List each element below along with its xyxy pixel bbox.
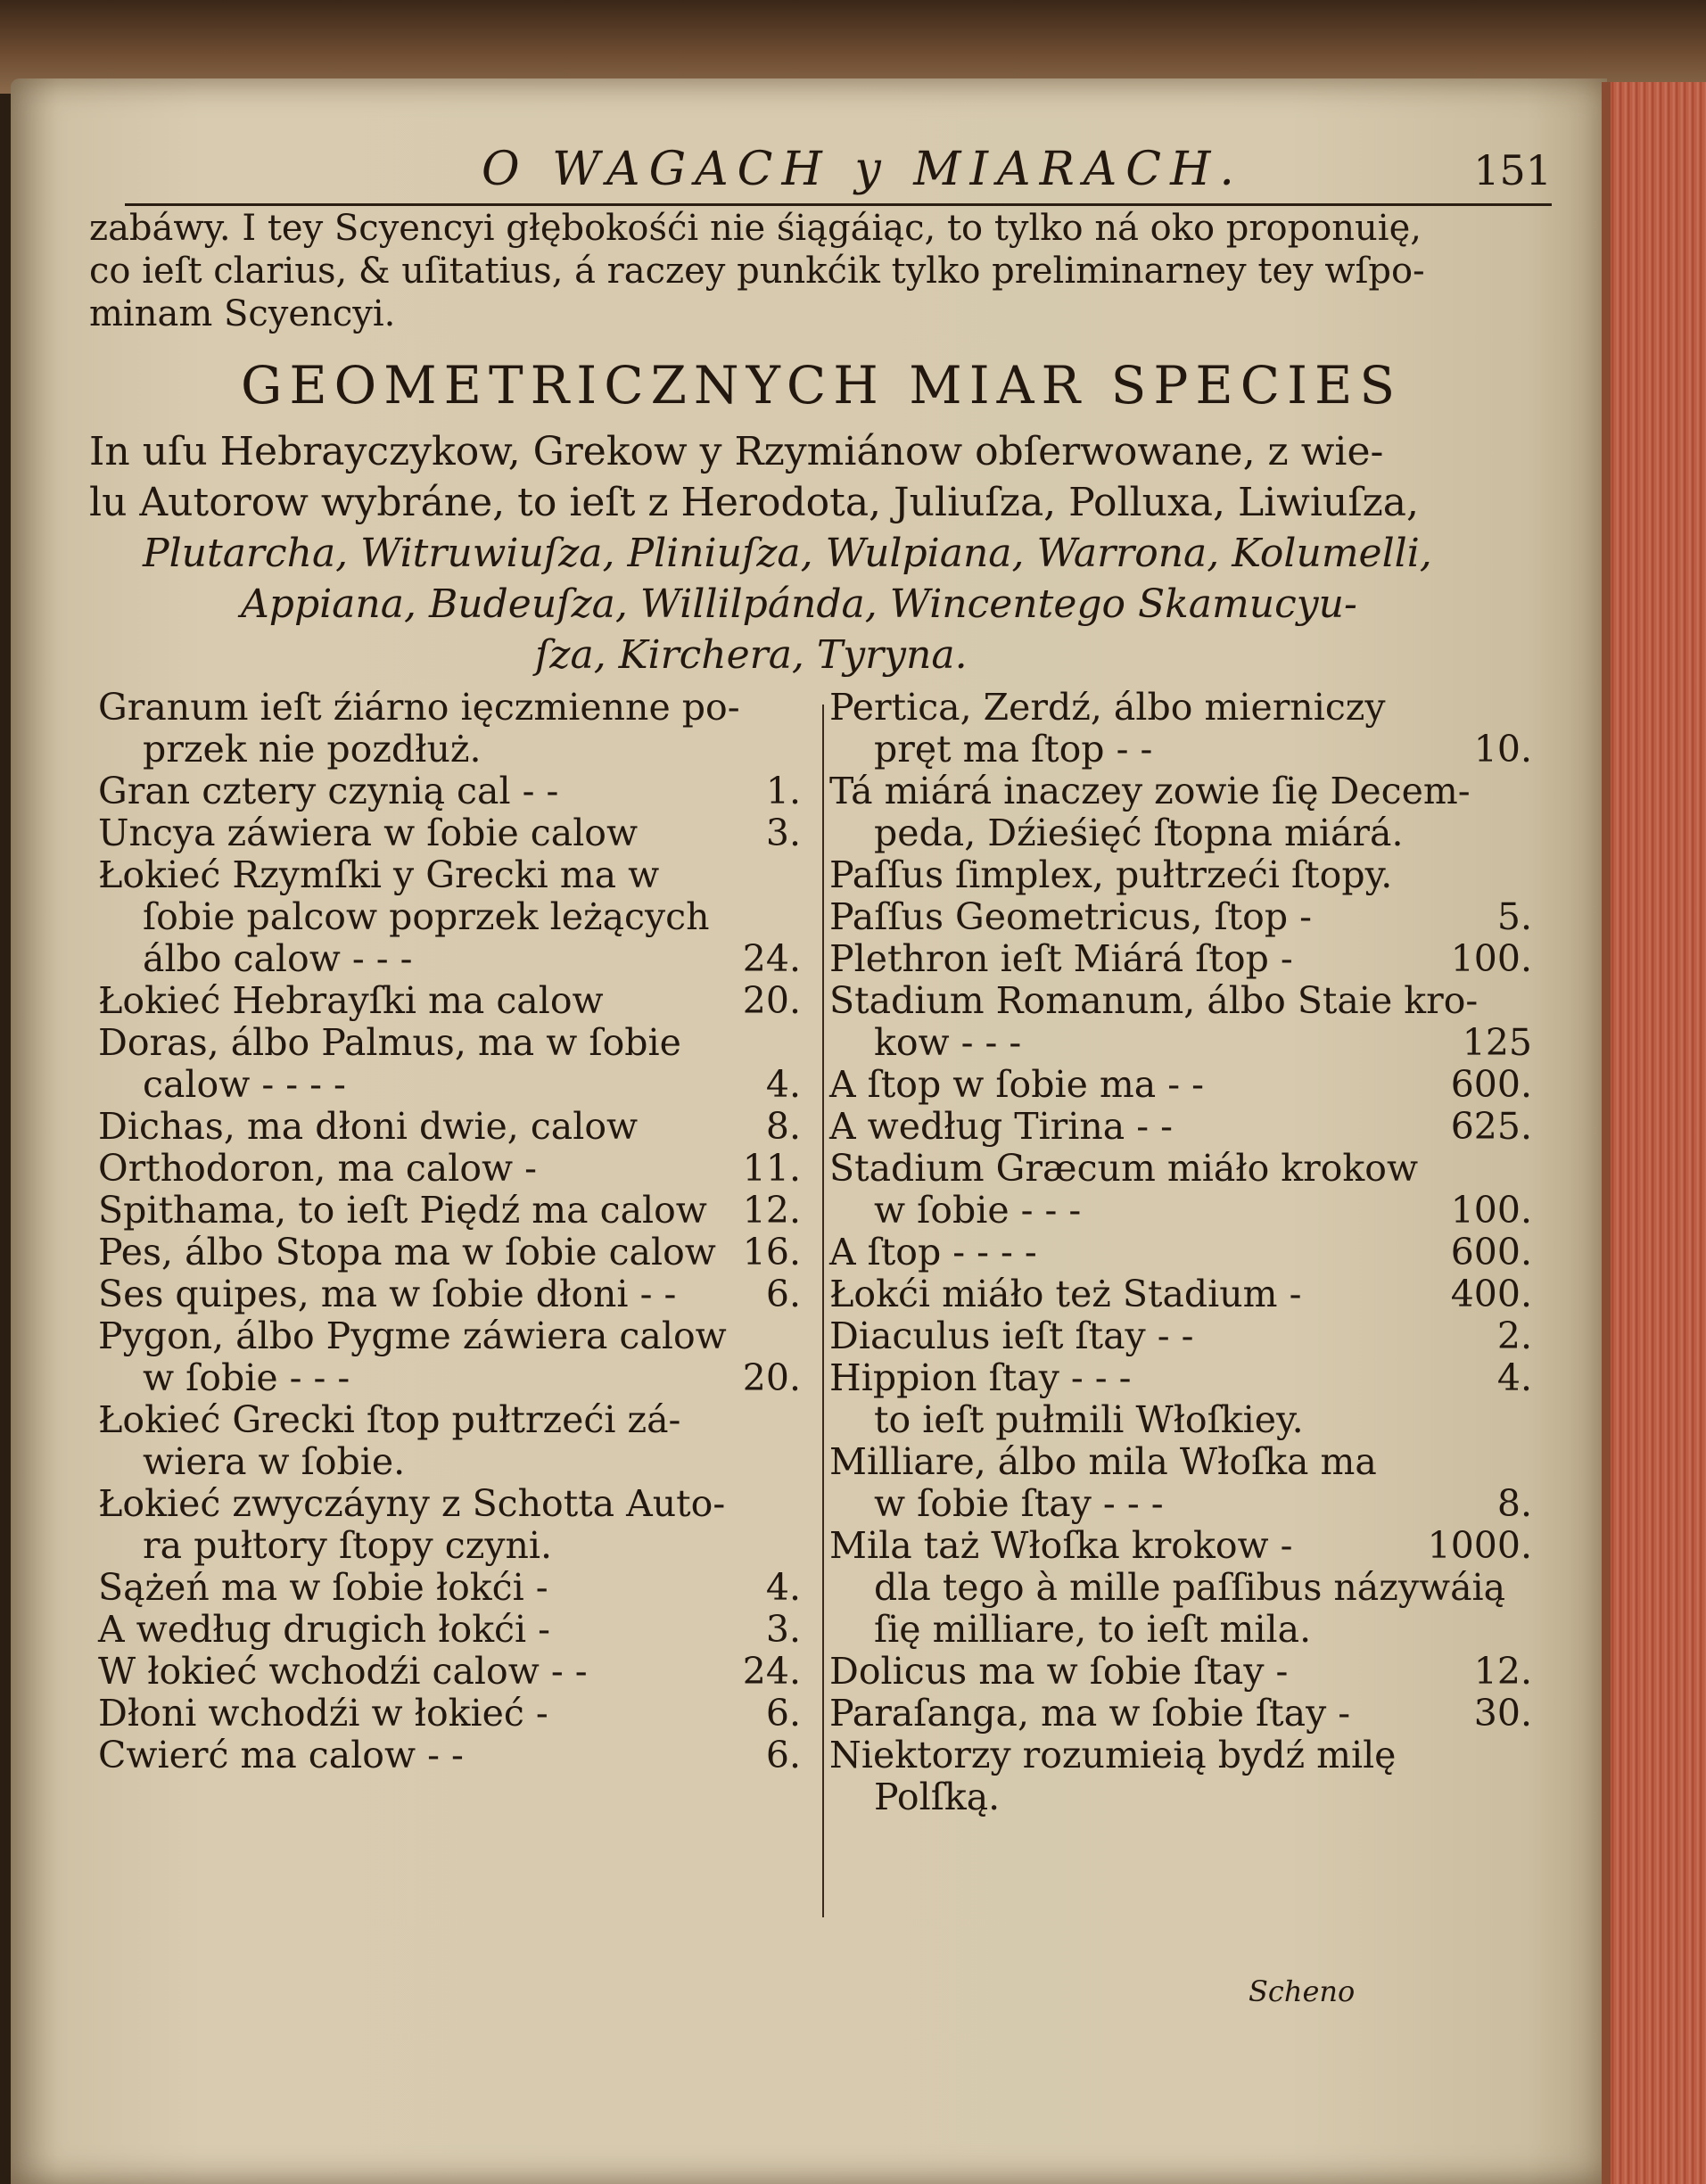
measure-entry: [829, 1315, 1543, 1357]
measure-entry: [98, 938, 812, 980]
entry-text: Tá miárá inaczey zowie ſię Decem-: [829, 770, 1471, 812]
entry-text: Dichas, ma dłoni dwie, calow: [98, 1105, 639, 1148]
entry-value: 30.: [1473, 1692, 1532, 1735]
entry-text: Uncya záwiera w ſobie calow: [98, 812, 639, 854]
measure-entry: [98, 1525, 812, 1567]
entry-text: wiera w ſobie.: [143, 1440, 406, 1483]
running-head-title: O WAGACH y MIARACH.: [482, 143, 1243, 196]
measure-entry: [829, 1106, 1543, 1148]
measure-entry: [829, 1357, 1543, 1399]
entry-text: Łokieć Rzymſki y Grecki ma w: [98, 853, 660, 896]
entry-value: 11.: [742, 1147, 801, 1190]
catchword: Scheno: [1249, 1974, 1356, 2008]
entry-value: 4.: [765, 1063, 801, 1106]
entry-text: ſię milliare, to ieſt mila.: [874, 1608, 1312, 1651]
entry-text: w ſobie ſtay - - -: [874, 1482, 1164, 1525]
entry-text: Pes, álbo Stopa ma w ſobie calow: [98, 1231, 716, 1273]
entry-text: Hippion ſtay - - -: [829, 1356, 1132, 1399]
entry-value: 8.: [1496, 1482, 1532, 1525]
measure-entry: [829, 1735, 1543, 1776]
measure-entry: [829, 1525, 1543, 1567]
entry-text: W łokieć wchodźi calow - -: [98, 1650, 588, 1693]
entry-text: Niektorzy rozumieią bydź milę: [829, 1734, 1397, 1776]
section-subtitle: [89, 426, 1552, 680]
header-rule: [125, 203, 1552, 206]
entry-text: Łokieć Grecki ſtop pułtrzeći zá-: [98, 1398, 681, 1441]
measure-entry: [98, 1106, 812, 1148]
entry-text: w ſobie - - -: [874, 1189, 1082, 1232]
subtitle-line: lu Autorow wybráne, to ieſt z Herodota, Juliuſza, Polluxa, Liwiuſza,: [89, 480, 1420, 525]
entry-text: ſobie palcow poprzek leżących: [143, 895, 710, 938]
measure-entry: [98, 1567, 812, 1609]
measure-entry: [829, 1399, 1543, 1441]
entry-value: 4.: [1496, 1356, 1532, 1399]
entry-text: Doras, álbo Palmus, ma w ſobie: [98, 1021, 681, 1064]
entry-value: 4.: [765, 1566, 801, 1609]
entry-text: Paſſus ſimplex, pułtrzeći ſtopy.: [829, 853, 1393, 896]
entry-text: Stadium Græcum miáło krokow: [829, 1147, 1419, 1190]
measure-entry: [829, 1609, 1543, 1651]
entry-text: przek nie pozdłuż.: [143, 728, 482, 771]
measure-entry: [98, 1190, 812, 1232]
entry-value: 6.: [765, 1692, 801, 1735]
section-title: GEOMETRICZNYCH MIAR SPECIES: [241, 355, 1403, 416]
entry-text: Ses quipes, ma w ſobie dłoni - -: [98, 1273, 677, 1315]
entry-text: A ſtop w ſobie ma - -: [829, 1063, 1204, 1106]
entry-value: 100.: [1450, 1189, 1532, 1232]
entry-text: Łokći miáło też Stadium -: [829, 1273, 1302, 1315]
entry-text: Gran cztery czynią cal - -: [98, 770, 559, 812]
entry-value: 1000.: [1427, 1524, 1532, 1567]
entry-text: Orthodoron, ma calow -: [98, 1147, 537, 1190]
entry-text: peda, Dźieśięć ſtopna miárá.: [874, 812, 1404, 854]
entry-value: 5.: [1496, 895, 1532, 938]
measure-entry: [98, 854, 812, 896]
entry-value: 12.: [742, 1189, 801, 1232]
entry-text: A ſtop - - - -: [829, 1231, 1037, 1273]
measure-entry: [829, 1148, 1543, 1190]
entry-text: ra pułtory ſtopy czyni.: [143, 1524, 553, 1567]
measure-entry: [98, 1693, 812, 1735]
measure-entry: [829, 729, 1543, 771]
entry-text: dla tego à mille paſſibus názywáią: [874, 1566, 1506, 1609]
entry-text: calow - - - -: [143, 1063, 346, 1106]
measure-entry: [829, 1232, 1543, 1273]
entry-text: Pygon, álbo Pygme záwiera calow: [98, 1315, 727, 1357]
entry-text: Mila taż Włoſka krokow -: [829, 1524, 1293, 1567]
left-column: [98, 687, 812, 1776]
entry-value: 1.: [765, 770, 801, 812]
measure-entry: [98, 1357, 812, 1399]
measure-entry: [98, 1315, 812, 1357]
entry-text: álbo calow - - -: [143, 937, 413, 980]
entry-value: 6.: [765, 1734, 801, 1776]
entry-value: 125: [1462, 1021, 1532, 1064]
measure-entry: [829, 1273, 1543, 1315]
entry-text: A według Tirina - -: [829, 1105, 1174, 1148]
measure-entry: [98, 812, 812, 854]
measure-entry: [829, 1190, 1543, 1232]
entry-text: w ſobie - - -: [143, 1356, 350, 1399]
intro-line: minam Scyencyi.: [89, 293, 396, 334]
measure-entry: [829, 1064, 1543, 1106]
measure-entry: [98, 980, 812, 1022]
entry-value: 3.: [765, 812, 801, 854]
running-head: [392, 143, 1552, 205]
measure-entry: [829, 980, 1543, 1022]
entry-value: 10.: [1473, 728, 1532, 771]
measure-entry: [98, 729, 812, 771]
entry-value: 24.: [742, 937, 801, 980]
measure-entry: [829, 938, 1543, 980]
entry-value: 2.: [1496, 1315, 1532, 1357]
page-number: 151: [1473, 146, 1552, 194]
entry-value: 400.: [1450, 1273, 1532, 1315]
entry-value: 20.: [742, 979, 801, 1022]
measure-entry: [98, 1441, 812, 1483]
right-column: [829, 687, 1543, 1818]
measure-entry: [829, 687, 1543, 729]
entry-value: 100.: [1450, 937, 1532, 980]
column-divider: [822, 705, 824, 1917]
measure-entry: [829, 1651, 1543, 1693]
measure-entry: [829, 854, 1543, 896]
entry-text: Dolicus ma w ſobie ſtay -: [829, 1650, 1289, 1693]
entry-text: Sążeń ma w ſobie łokći -: [98, 1566, 548, 1609]
measure-entry: [98, 896, 812, 938]
measure-entry: [829, 812, 1543, 854]
entry-value: 20.: [742, 1356, 801, 1399]
entry-text: Milliare, álbo mila Włoſka ma: [829, 1440, 1377, 1483]
entry-text: Polſką.: [874, 1776, 1001, 1818]
measure-entry: [98, 1483, 812, 1525]
entry-text: A według drugich łokći -: [98, 1608, 551, 1651]
subtitle-line: Appiana, Budeuſza, Willilpánda, Wincentego Skamucyu-: [241, 581, 1357, 627]
entry-value: 8.: [765, 1105, 801, 1148]
subtitle-line: Plutarcha, Witruwiuſza, Pliniuſza, Wulpiana, Warrona, Kolumelli,: [143, 531, 1432, 576]
entry-value: 6.: [765, 1273, 801, 1315]
entry-value: 600.: [1450, 1231, 1532, 1273]
page-content: [89, 143, 1552, 2158]
intro-line: co ieſt clarius, & uſitatius, á raczey punkćik tylko preliminarney tey wſpo-: [89, 251, 1425, 292]
entry-value: 600.: [1450, 1063, 1532, 1106]
page-edges: [1607, 82, 1706, 2184]
measure-entry: [829, 1693, 1543, 1735]
entry-text: Diaculus ieſt ſtay - -: [829, 1315, 1194, 1357]
measure-entry: [829, 896, 1543, 938]
measure-entry: [829, 1776, 1543, 1818]
entry-text: Cwierć ma calow - -: [98, 1734, 464, 1776]
entry-text: Paſſus Geometricus, ſtop -: [829, 895, 1312, 938]
measure-entry: [829, 1441, 1543, 1483]
intro-paragraph: [89, 207, 1552, 335]
measure-entry: [98, 1735, 812, 1776]
entry-text: to ieſt pułmili Włoſkiey.: [874, 1398, 1304, 1441]
intro-line: zabáwy. I tey Scyencyi głębokośći nie śiągáiąc, to tylko ná oko proponuię,: [89, 208, 1422, 249]
entry-text: pręt ma ſtop - -: [874, 728, 1153, 771]
subtitle-line: In uſu Hebrayczykow, Grekow y Rzymiánow obſerwowane, z wie-: [89, 429, 1384, 474]
entry-text: Stadium Romanum, álbo Staie kro-: [829, 979, 1479, 1022]
measure-entry: [98, 1399, 812, 1441]
entry-value: 24.: [742, 1650, 801, 1693]
measure-entry: [829, 771, 1543, 812]
entry-value: 625.: [1450, 1105, 1532, 1148]
measure-entry: [829, 1022, 1543, 1064]
measure-entry: [98, 1022, 812, 1064]
entry-text: kow - - -: [874, 1021, 1022, 1064]
measure-entry: [98, 1273, 812, 1315]
measure-entry: [98, 687, 812, 729]
entry-text: Paraſanga, ma w ſobie ſtay -: [829, 1692, 1351, 1735]
entry-value: 3.: [765, 1608, 801, 1651]
subtitle-line: ſza, Kirchera, Tyryna.: [535, 632, 968, 678]
entry-text: Plethron ieſt Miárá ſtop -: [829, 937, 1293, 980]
measure-entry: [98, 1064, 812, 1106]
measure-entry: [98, 1232, 812, 1273]
entry-text: Granum ieſt źiárno ięczmienne po-: [98, 686, 740, 729]
entry-text: Łokieć zwyczáyny z Schotta Auto-: [98, 1482, 726, 1525]
entry-text: Łokieć Hebrayſki ma calow: [98, 979, 604, 1022]
entry-value: 16.: [742, 1231, 801, 1273]
entry-text: Dłoni wchodźi w łokieć -: [98, 1692, 548, 1735]
measure-entry: [98, 1651, 812, 1693]
measure-entry: [829, 1567, 1543, 1609]
entry-value: 12.: [1473, 1650, 1532, 1693]
entry-text: Pertica, Zerdź, álbo mierniczy: [829, 686, 1386, 729]
measure-entry: [829, 1483, 1543, 1525]
measure-entry: [98, 1609, 812, 1651]
measure-entry: [98, 771, 812, 812]
measure-entry: [98, 1148, 812, 1190]
entry-text: Spithama, to ieſt Piędź ma calow: [98, 1189, 707, 1232]
